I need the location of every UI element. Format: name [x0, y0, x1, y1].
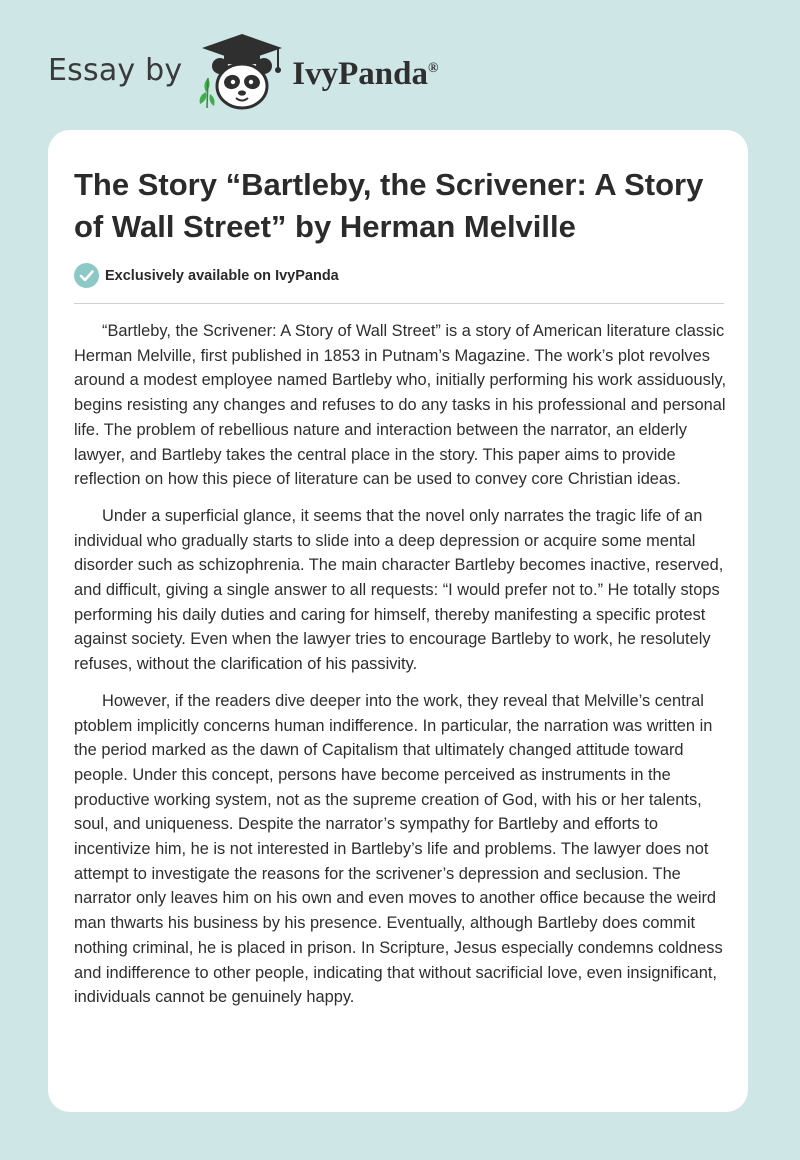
panda-graduate-icon[interactable] [196, 32, 288, 112]
site-header [48, 32, 438, 112]
brand-name[interactable]: IvyPanda® [292, 55, 439, 92]
paragraph: “Bartleby, the Scrivener: A Story of Wall Street” is a story of American literature classic Herman Melville, first published in 1853 in Putnam’s Magazine. The work’s plot revolves around a modest employee named Bartleby who, initially performing his work assiduously, begins resisting any changes and refuses to do any tasks in his professional and personal life. The problem of rebellious nature and interaction between the narrator, an elderly lawyer, and Bartleby takes the central place in the story. This paper aims to provide reflection on how this piece of literature can be used to convey core Christian ideas. [74, 322, 726, 489]
essay-body [74, 319, 726, 1022]
essay-card [48, 130, 748, 1112]
paragraph: Under a superficial glance, it seems that the novel only narrates the tragic life of an individual who gradually starts to slide into a deep depression or acquire some mental disorder such as schizophrenia. The main character Bartleby becomes inactive, reserved, and difficult, giving a single answer to all requests: “I would prefer not to.” He totally stops performing his daily duties and caring for himself, thereby manifesting a specific protest against society. Even when the lawyer tries to encourage Bartleby to work, he resolutely refuses, without the clarification of his passivity. [74, 506, 724, 674]
essay-title: The Story “Bartleby, the Scrivener: A Story of Wall Street” by Herman Melville [74, 167, 704, 244]
check-circle-icon [74, 263, 99, 288]
exclusive-badge-text: Exclusively available on IvyPanda [105, 267, 339, 284]
exclusive-badge [74, 263, 339, 288]
title-divider [74, 303, 724, 304]
essay-by-label: Essay by [48, 52, 183, 88]
paragraph: However, if the readers dive deeper into the work, they reveal that Melville’s central ptoblem implicitly concerns human indifference. In particular, the narration was written in the period marked as the dawn of Capitalism that ultimately changed attitude toward people. Under this concept, persons have become perceived as instruments in the productive working system, not as the supreme creation of God, with his or her talents, soul, and uniqueness. Despite the narrator’s sympathy for Bartleby and efforts to incentivize him, he is not interested in Bartleby’s life and problems. The lawyer does not attempt to investigate the reasons for the scrivener’s depression and seclusion. The narrator only leaves him on his own and even moves to another office because the weird man thwarts his business by his presence. Eventually, although Bartleby does commit nothing criminal, he is placed in prison. In Scripture, Jesus especially condemns coldness and indifference to other people, indicating that without sacrificial love, even insignificant, individuals cannot be genuinely happy. [74, 691, 723, 1007]
registered-mark: ® [428, 60, 439, 76]
